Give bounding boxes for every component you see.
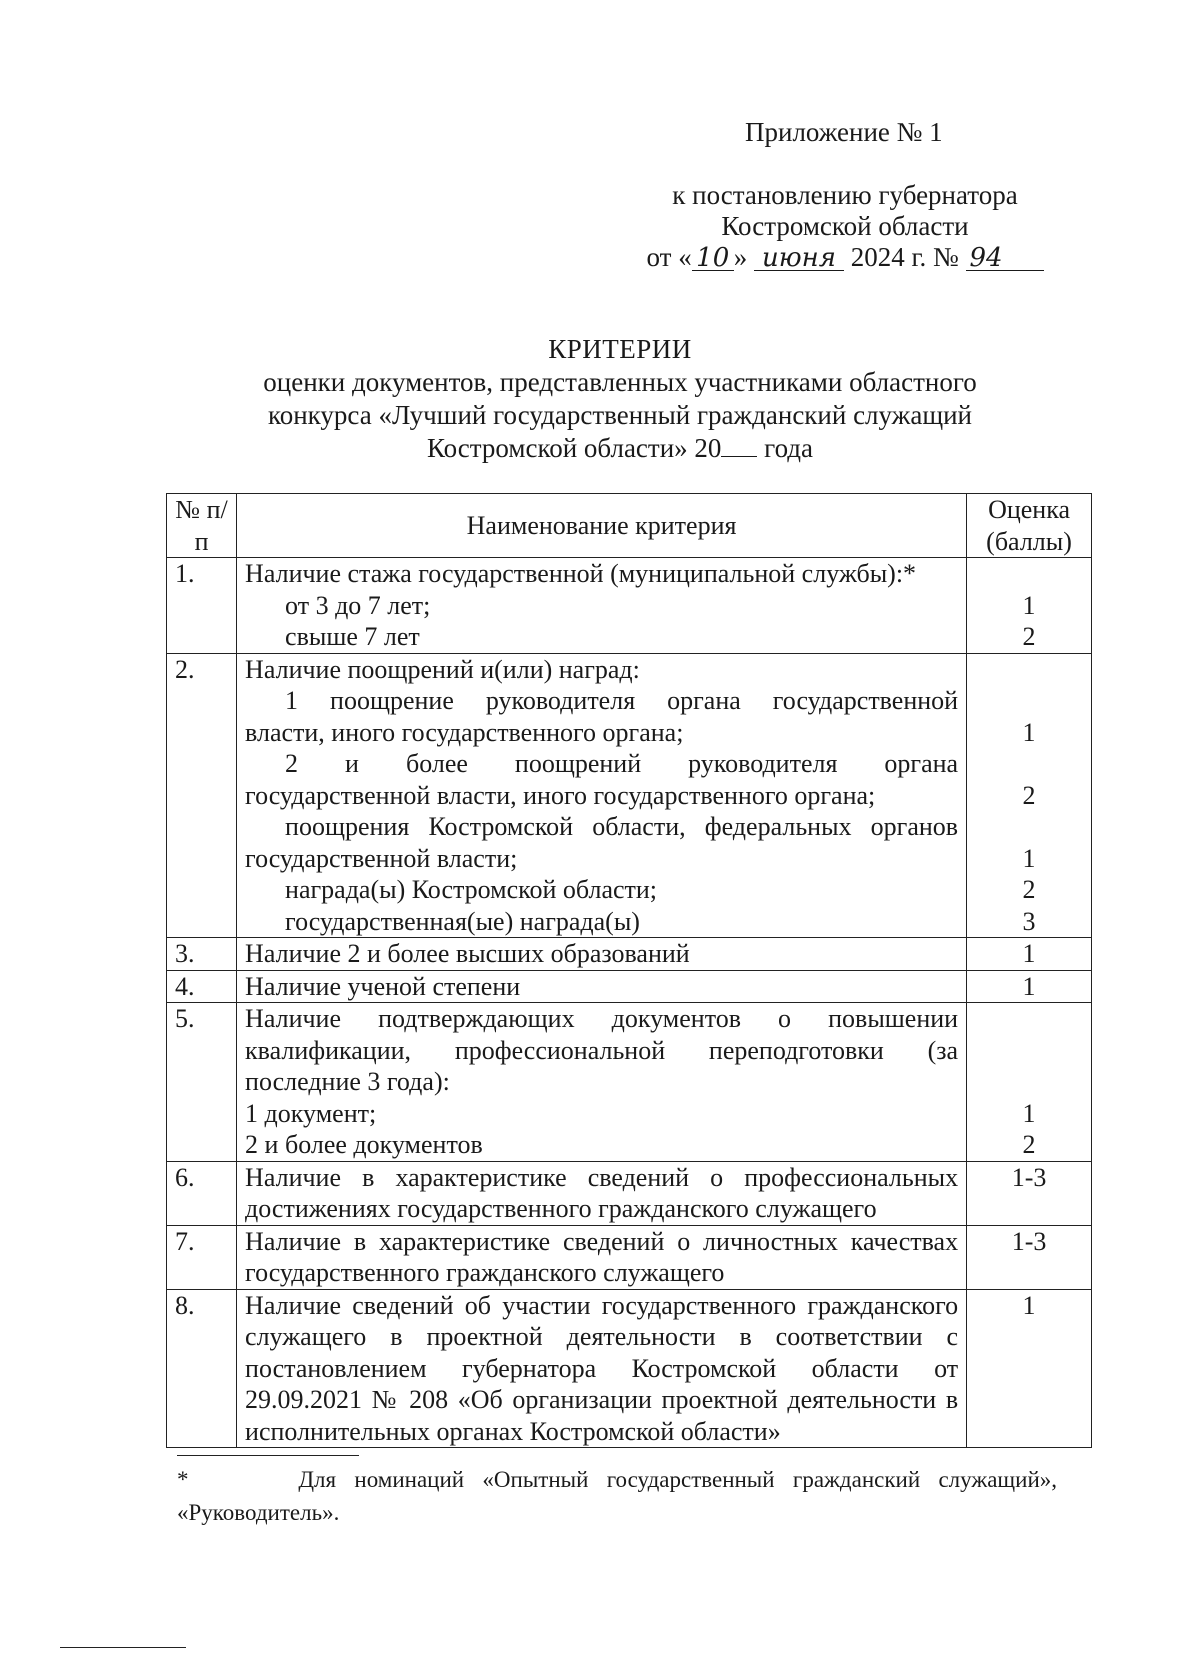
row-score: 1 [967, 970, 1092, 1003]
row-criterion [237, 1003, 967, 1162]
footnote-text-1: Для номинаций «Опытный государственный гражданский служащий», [298, 1467, 1058, 1492]
footnote-mark: * [177, 1467, 189, 1492]
table-row [167, 938, 1092, 971]
resolution-region: Костромской области [721, 211, 969, 241]
criterion-line: Наличие сведений об участии государственного гражданского [245, 1290, 959, 1320]
handwritten-day: 10 [692, 246, 734, 271]
criterion-line: последние 3 года): [245, 1067, 450, 1096]
heading-line-1: оценки документов, представленных участниками областного [263, 367, 977, 397]
criterion-line: служащего в проектной деятельности в соответствии с [245, 1322, 959, 1351]
resolution-date-line [620, 242, 1070, 273]
criterion-line: Наличие в характеристике сведений о профессиональных [245, 1162, 959, 1192]
table-row [167, 653, 1092, 938]
table-row [167, 558, 1092, 654]
row-num: 8. [167, 1289, 237, 1448]
row-num: 5. [167, 1003, 237, 1162]
criterion-item: 2 и более документов [245, 1130, 483, 1159]
criterion-item-line: власти, иного государственного органа; [245, 717, 684, 747]
row-score: 1-3 [967, 1225, 1092, 1289]
table-row [167, 1225, 1092, 1289]
year-blank [721, 434, 757, 457]
criterion-item-line: государственной власти, иного государственного органа; [245, 780, 876, 810]
row-num: 3. [167, 938, 237, 971]
criterion-item: государственная(ые) награда(ы) [285, 906, 640, 936]
row-num: 6. [167, 1161, 237, 1225]
row-score: 1-3 [967, 1161, 1092, 1225]
heading-line-3-start: Костромской области» 20 [426, 433, 722, 463]
bottom-separator [60, 1647, 186, 1648]
criterion-line: постановлением губернатора Костромской области от [245, 1353, 959, 1383]
header-name: Наименование критерия [237, 494, 967, 558]
criterion-line: Наличие подтверждающих документов о повышении [245, 1004, 959, 1033]
row-score: 1 [967, 1289, 1092, 1448]
criterion-line: Наличие в характеристике сведений о личностных качествах [245, 1226, 959, 1256]
table-header-row [167, 494, 1092, 558]
row-criterion [237, 1225, 967, 1289]
row-num: 7. [167, 1225, 237, 1289]
criterion-item: 1 документ; [245, 1098, 377, 1128]
score-value: 1 [1022, 590, 1036, 620]
criterion-line: государственного гражданского служащего [245, 1258, 725, 1287]
row-criterion [237, 1289, 967, 1448]
score-value: 2 [1022, 1130, 1036, 1159]
handwritten-month: июня [754, 246, 844, 271]
score-value: 1 [1022, 717, 1036, 747]
heading-title: КРИТЕРИИ [548, 334, 692, 364]
appendix-title: Приложение № 1 [745, 117, 943, 147]
handwritten-number: 94 [966, 246, 1044, 271]
header-score: Оценка (баллы) [967, 494, 1092, 558]
criterion-item-line: поощрения Костромской области, федеральных органов [285, 812, 959, 841]
criterion-item-line: 1 поощрение руководителя органа государственной [285, 686, 959, 715]
row-score [967, 653, 1092, 938]
row-criterion [237, 558, 967, 654]
criterion-line: 29.09.2021 № 208 «Об организации проектной деятельности в [245, 1385, 959, 1414]
table-row [167, 970, 1092, 1003]
resolution-reference [620, 180, 1070, 273]
row-score [967, 558, 1092, 654]
row-criterion [237, 1161, 967, 1225]
row-num: 1. [167, 558, 237, 654]
row-num: 4. [167, 970, 237, 1003]
criterion-line: квалификации, профессиональной переподготовки (за [245, 1035, 959, 1065]
row-score: 1 [967, 938, 1092, 971]
criterion-item-line: 2 и более поощрений руководителя органа [285, 749, 959, 778]
table-row [167, 1003, 1092, 1162]
score-value: 1 [1022, 843, 1036, 873]
row-num: 2. [167, 653, 237, 938]
criterion-item: свыше 7 лет [285, 622, 420, 651]
criterion-line: исполнительных органах Костромской области» [245, 1416, 781, 1446]
score-value: 3 [1022, 906, 1036, 936]
date-mid: » [733, 242, 748, 272]
criterion-item: награда(ы) Костромской области; [285, 875, 658, 904]
score-value: 2 [1022, 622, 1036, 651]
footnote [177, 1463, 1057, 1529]
table-row [167, 1289, 1092, 1448]
footnote-separator [177, 1455, 359, 1456]
footnote-line-2: «Руководитель». [177, 1500, 340, 1525]
header-num: № п/п [167, 494, 237, 558]
heading-line-3-end: года [764, 433, 814, 463]
criteria-table [166, 493, 1092, 1448]
document-heading [160, 333, 1080, 465]
score-value: 1 [1022, 1098, 1036, 1128]
score-value: 2 [1022, 780, 1036, 810]
footnote-line-1 [177, 1463, 1057, 1496]
criterion-title: Наличие поощрений и(или) наград: [245, 654, 640, 684]
resolution-to: к постановлению губернатора [672, 180, 1018, 210]
criterion-item: от 3 до 7 лет; [285, 590, 431, 620]
row-score [967, 1003, 1092, 1162]
table-row [167, 1161, 1092, 1225]
row-criterion [237, 653, 967, 938]
criterion-title: Наличие стажа государственной (муниципальной службы):* [245, 559, 917, 588]
score-value: 2 [1022, 875, 1036, 904]
date-year: 2024 г. № [850, 242, 959, 272]
date-prefix: от « [646, 242, 692, 272]
criterion-item-line: государственной власти; [245, 843, 518, 873]
row-criterion: Наличие ученой степени [237, 970, 967, 1003]
criterion-line: достижениях государственного гражданского служащего [245, 1194, 877, 1223]
row-criterion: Наличие 2 и более высших образований [237, 938, 967, 971]
heading-line-2: конкурса «Лучший государственный гражданский служащий [267, 400, 973, 430]
heading-line-3 [160, 432, 1080, 465]
